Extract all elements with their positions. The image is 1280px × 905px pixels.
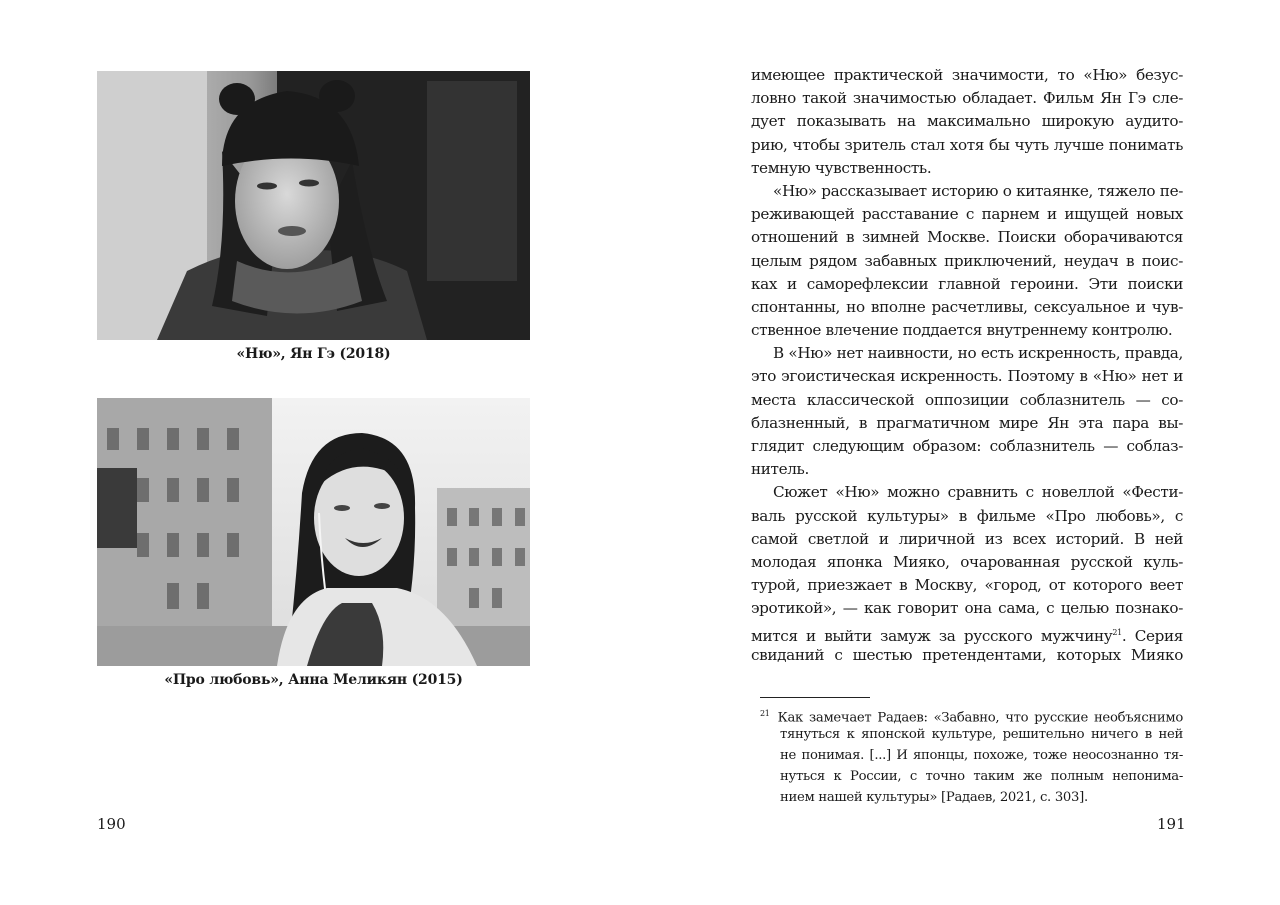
text-line: места классической оппозиции соблазнитель — со- xyxy=(751,390,1183,409)
text-line: молодая японка Мияко, очарованная русской куль- xyxy=(751,552,1183,571)
footnote-line: нием нашей культуры» [Радаев, 2021, с. 303]. xyxy=(780,790,1088,805)
text-line: глядит следующим образом: соблазнитель — соблаз- xyxy=(751,437,1183,455)
footnote-line xyxy=(760,703,1183,724)
page-number-left: 190 xyxy=(97,815,126,833)
text-line: спонтанны, но вполне расчетливы, сексуальное и чув- xyxy=(751,297,1183,316)
footnote xyxy=(760,703,1183,808)
text-line: Сюжет «Ню» можно сравнить с новеллой «Фести- xyxy=(773,483,1183,502)
text-line: ках и саморефлексии главной героини. Эти поиски xyxy=(751,274,1183,293)
text-line: нитель. xyxy=(751,460,809,479)
film-still-pro-lyubov xyxy=(97,398,530,666)
text-line: дует показывать на максимально широкую аудито- xyxy=(751,112,1183,131)
text-line: ственное влечение поддается внутреннему контролю. xyxy=(751,321,1173,340)
text-line-part: . Серия xyxy=(1121,626,1183,645)
text-line: ловно такой значимостью обладает. Фильм Ян Гэ сле- xyxy=(751,89,1183,108)
text-line: «Ню» рассказывает историю о китаянке, тяжело пе- xyxy=(773,181,1183,200)
film-still-nu-image xyxy=(97,71,530,340)
footnote-divider xyxy=(760,697,870,698)
footnote-mark: 21 xyxy=(760,709,770,718)
text-line: рию, чтобы зритель стал хотя бы чуть лучше понимать xyxy=(751,135,1183,154)
text-line: валь русской культуры» в фильме «Про любовь», с xyxy=(751,506,1183,525)
text-line-part: мится и выйти замуж за русского мужчину xyxy=(751,626,1113,645)
text-line: имеющее практической значимости, то «Ню» безус- xyxy=(751,66,1183,84)
text-line: свиданий с шестью претендентами, которых Мияко xyxy=(751,645,1183,664)
footnote-reference: 21 xyxy=(1112,627,1122,637)
text-line: самой светлой и лиричной из всех историй. В ней xyxy=(751,529,1183,548)
photo-caption-nu: «Ню», Ян Гэ (2018) xyxy=(236,346,391,362)
text-line: эротикой», — как говорит она сама, с целью познако- xyxy=(751,599,1183,618)
text-line-with-footnote-ref xyxy=(751,621,1183,644)
text-line: турой, приезжает в Москву, «город, от которого веет xyxy=(751,576,1183,595)
body-text xyxy=(751,64,1183,667)
film-still-pro-lyubov-image xyxy=(97,398,530,666)
text-line: отношений в зимней Москве. Поиски оборачиваются xyxy=(751,228,1183,247)
text-line: целым рядом забавных приключений, неудач в поис- xyxy=(751,251,1183,270)
photo-caption-pro-lyubov: «Про любовь», Анна Меликян (2015) xyxy=(164,672,463,688)
footnote-line: не понимая. [...] И японцы, похоже, тоже неосознанно тя- xyxy=(780,748,1183,763)
text-line: блазненный, в прагматичном мире Ян эта пара вы- xyxy=(751,413,1183,432)
film-still-nu xyxy=(97,71,530,340)
footnote-line: нуться к России, с точно таким же полным непонима- xyxy=(780,769,1183,784)
page-number-right: 191 xyxy=(1157,815,1186,833)
text-line: реживающей расставание с парнем и ищущей новых xyxy=(751,205,1183,224)
text-line: В «Ню» нет наивности, но есть искренность, правда, xyxy=(773,344,1183,363)
footnote-line: тянуться к японской культуре, решительно ничего в ней xyxy=(780,727,1183,742)
footnote-text: Как замечает Радаев: «Забавно, что русские необъяснимо xyxy=(777,710,1183,726)
text-line: это эгоистическая искренность. Поэтому в «Ню» нет и xyxy=(751,367,1183,386)
text-line: темную чувственность. xyxy=(751,158,932,177)
